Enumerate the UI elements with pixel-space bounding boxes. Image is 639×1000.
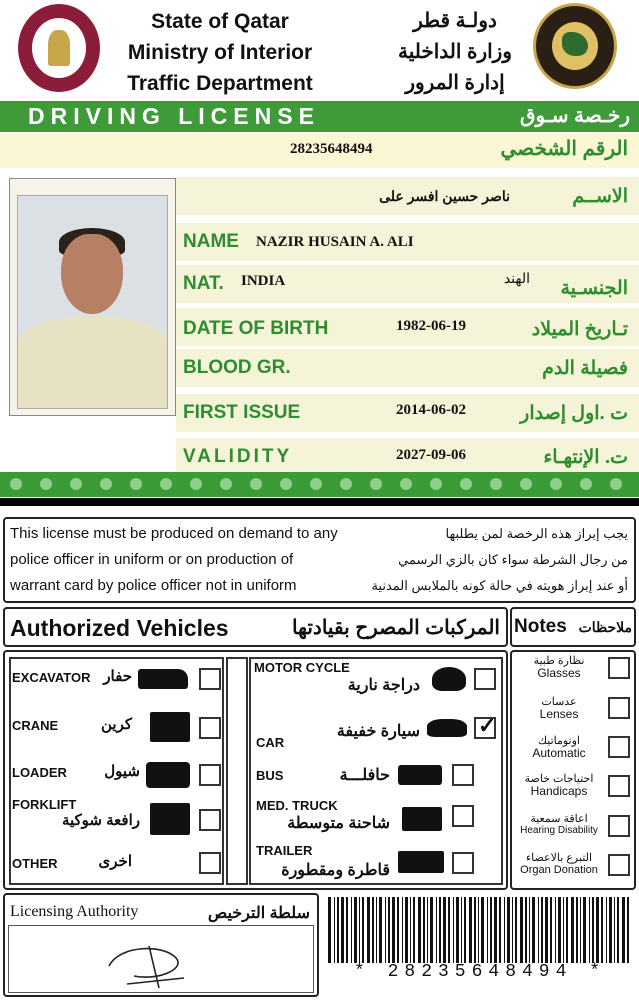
barcode-bar (456, 897, 459, 963)
barcode-bar (439, 897, 441, 963)
checkbox-med-truck[interactable] (452, 805, 474, 827)
holder-photo (9, 178, 176, 416)
notice-en (10, 521, 338, 599)
vehicle-crane-label-ar: كرين (100, 716, 132, 733)
barcode-bar (430, 897, 433, 963)
signature-icon (9, 926, 315, 994)
barcode-bar (337, 897, 339, 963)
note-handicaps-en: Handicaps (530, 784, 588, 798)
barcode-bar (538, 897, 539, 963)
barcode-bar (405, 897, 408, 963)
license-title: DRIVING LICENSE (28, 103, 320, 129)
barcode-bar (490, 897, 492, 963)
loader-icon (146, 762, 190, 788)
note-handicaps-ar: احتياجات خاصة (524, 773, 594, 785)
barcode-bar (461, 897, 462, 963)
license-front (0, 0, 639, 497)
barcode-bar (571, 897, 574, 963)
barcode-bar (487, 897, 488, 963)
label-first-issue-ar: ت .اول إصدار (520, 403, 628, 424)
barcode-bar (418, 897, 421, 963)
note-lenses-en: Lenses (539, 707, 579, 721)
notes-title-ar: ملاحظات (578, 619, 632, 635)
barcode-bar (328, 897, 331, 963)
notice-ar (340, 521, 628, 599)
barcode-bar (379, 897, 382, 963)
label-first-issue: FIRST ISSUE (183, 402, 301, 423)
license-title-ar: رخـصة سـوق (520, 105, 630, 127)
barcode-bar (436, 897, 437, 963)
barcode-bar (351, 897, 352, 963)
label-blood: BLOOD GR. (183, 357, 291, 378)
barcode-bar (481, 897, 484, 963)
vehicle-trailer-label-ar: قاطرة ومقطورة (281, 862, 390, 879)
note-automatic-en: Automatic (532, 746, 586, 760)
header-english (95, 6, 345, 99)
checkbox-car[interactable] (474, 713, 497, 739)
barcode-bar (566, 897, 568, 963)
checkbox-organ-donation[interactable] (608, 854, 630, 876)
barcode-bar (478, 897, 479, 963)
barcode-bar (545, 897, 548, 963)
checkbox-glasses[interactable] (608, 657, 630, 679)
barcode-bar (443, 897, 446, 963)
barcode-bar (589, 897, 590, 963)
checkbox-lenses[interactable] (608, 697, 630, 719)
barcode-bar (334, 897, 335, 963)
checkbox-hearing[interactable] (608, 815, 630, 837)
barcode-bar (609, 897, 612, 963)
checkbox-excavator[interactable] (199, 668, 221, 690)
check-mark-icon: ✓ (478, 713, 497, 738)
label-name: NAME (183, 231, 239, 252)
authority-label: Licensing Authority (10, 903, 139, 920)
truck-icon (402, 807, 442, 831)
barcode-bar (359, 897, 360, 963)
barcode-bar (410, 897, 411, 963)
qatar-seal-icon (18, 4, 100, 92)
vehicle-bus-label: BUS (256, 768, 284, 783)
note-hearing-en: Hearing Disability (520, 825, 598, 836)
header-ar-state: دولـة قطر (413, 10, 497, 32)
value-dob: 1982-06-19 (396, 318, 466, 334)
notice-ar-line: أو عند إبراز هويته في حالة كونه بالملابس المدنية (371, 578, 628, 593)
vehicle-other-label: OTHER (12, 856, 58, 871)
authorized-title: Authorized Vehicles (10, 615, 229, 641)
crane-icon (150, 712, 190, 742)
vehicle-forklift-label: FORKLIFT (12, 797, 77, 812)
checkbox-handicaps[interactable] (608, 775, 630, 797)
vehicle-car-label: CAR (256, 735, 285, 750)
barcode-bar (627, 897, 629, 963)
vehicle-motorcycle-label-ar: دراجة نارية (347, 677, 420, 694)
barcode-bar (558, 897, 561, 963)
vehicle-med-truck-label-ar: شاحنة متوسطة (287, 815, 390, 832)
barcode-bar (388, 897, 390, 963)
barcode-bar (346, 897, 348, 963)
note-glasses-ar: نظارة طبية (533, 655, 585, 667)
barcode-bar (606, 897, 607, 963)
note-automatic (514, 735, 604, 759)
barcode-bar (622, 897, 625, 963)
barcode-bar (367, 897, 370, 963)
vehicle-loader-label-ar: شيول (104, 763, 140, 780)
value-name: NAZIR HUSAIN A. ALI (256, 234, 414, 250)
name-ar-label: الاســم (572, 186, 628, 207)
excavator-icon (138, 669, 188, 689)
barcode-bar (402, 897, 403, 963)
value-nationality-ar: الهند (503, 270, 530, 286)
barcode-bar (423, 897, 425, 963)
barcode-bar (392, 897, 395, 963)
vehicle-motorcycle-label: MOTOR CYCLE (254, 660, 350, 675)
label-nationality: NAT. (183, 273, 224, 294)
checkbox-crane[interactable] (199, 717, 221, 739)
notice-en-line: This license must be produced on demand to any (10, 525, 338, 542)
header-ar-department: إدارة المرور (405, 72, 505, 94)
barcode-bar (583, 897, 586, 963)
label-dob-ar: تـاريخ الميلاد (531, 319, 628, 340)
barcode-bar (397, 897, 399, 963)
barcode-bar (550, 897, 552, 963)
car-icon (427, 719, 467, 737)
barcode-bar (494, 897, 497, 963)
note-glasses-en: Glasses (537, 666, 581, 680)
vehicle-excavator-label-ar: حفار (103, 668, 132, 685)
notice-ar-line: من رجال الشرطة سواء كان بالزي الرسمي (398, 552, 628, 567)
barcode-bar (601, 897, 603, 963)
note-lenses (514, 696, 604, 720)
trailer-icon (398, 851, 444, 873)
barcode-bar (354, 897, 357, 963)
barcode-bar (469, 897, 472, 963)
header-arabic (385, 6, 525, 99)
checkbox-automatic[interactable] (608, 736, 630, 758)
value-first-issue: 2014-06-02 (396, 402, 466, 418)
checkbox-forklift[interactable] (199, 809, 221, 831)
barcode-bar (541, 897, 543, 963)
name-ar-value: ناصر حسين افسر على (379, 188, 510, 204)
license-back (0, 507, 639, 1000)
header-ar-ministry: وزارة الداخلية (397, 41, 512, 63)
id-label-ar: الرقم الشخصي (500, 138, 628, 160)
barcode-bar (596, 897, 599, 963)
vehicle-excavator-label: EXCAVATOR (12, 670, 91, 685)
barcode-bar (372, 897, 374, 963)
note-lenses-ar: عدسات (541, 696, 577, 708)
checkbox-loader[interactable] (199, 764, 221, 786)
vehicle-trailer-label: TRAILER (256, 843, 313, 858)
barcode-bar (576, 897, 578, 963)
label-validity: VALIDITY (183, 446, 293, 467)
barcode-bar (555, 897, 556, 963)
vehicle-med-truck-label: MED. TRUCK (256, 798, 338, 813)
barcode-bar (532, 897, 535, 963)
note-hearing (514, 813, 604, 837)
vehicle-bus-label-ar: حافلـــة (339, 767, 390, 784)
barcode (328, 897, 630, 963)
barcode-bar (504, 897, 505, 963)
vehicle-forklift-label-ar: رافعة شوكية (61, 812, 140, 829)
note-hearing-ar: اعاقة سمعية (530, 813, 588, 825)
checkbox-motorcycle[interactable] (474, 668, 496, 690)
note-organ-en: Organ Donation (520, 864, 598, 876)
barcode-bar (507, 897, 510, 963)
checkbox-other[interactable] (199, 852, 221, 874)
checkbox-bus[interactable] (452, 764, 474, 786)
notice-ar-line: يجب إبراز هذه الرخصة لمن يطلبها (445, 526, 628, 541)
note-automatic-ar: اوتوماتيك (537, 735, 580, 747)
value-nationality: INDIA (241, 273, 286, 289)
barcode-bar (512, 897, 513, 963)
note-glasses (514, 655, 604, 679)
vehicle-other-label-ar: اخرى (98, 853, 132, 870)
note-organ-donation (514, 852, 604, 876)
label-dob: DATE OF BIRTH (183, 318, 329, 339)
notes-title: Notes (514, 616, 567, 637)
authorized-title-ar: المركبات المصرح بقيادتها (292, 617, 500, 639)
barcode-bar (525, 897, 527, 963)
barcode-bar (515, 897, 517, 963)
signature-box (8, 925, 314, 993)
checkbox-trailer[interactable] (452, 852, 474, 874)
id-number: 28235648494 (290, 141, 373, 157)
barcode-bar (385, 897, 386, 963)
header-ministry: Ministry of Interior (127, 41, 313, 64)
barcode-bar (464, 897, 466, 963)
barcode-bar (617, 897, 619, 963)
barcode-bar (341, 897, 344, 963)
bus-icon (398, 765, 442, 785)
barcode-bar (362, 897, 364, 963)
barcode-bar (376, 897, 377, 963)
barcode-bar (453, 897, 454, 963)
barcode-bar (592, 897, 594, 963)
header-department: Traffic Department (127, 72, 313, 95)
notice-en-line: warrant card by police officer not in uniform (10, 577, 297, 594)
motorcycle-icon (432, 667, 466, 691)
note-organ-ar: التبرع بالاعضاء (525, 852, 593, 864)
gcc-emblem-icon (533, 3, 617, 89)
barcode-bar (499, 897, 501, 963)
card-divider (0, 498, 639, 506)
authority-label-ar: سلطة الترخيص (207, 905, 310, 922)
barcode-number: * 28235648494 * (353, 962, 607, 982)
barcode-bar (427, 897, 428, 963)
barcode-bar (563, 897, 564, 963)
vehicle-car-label-ar: سيارة خفيفة (336, 723, 420, 740)
barcode-bar (448, 897, 450, 963)
barcode-bar (520, 897, 523, 963)
label-blood-ar: فصيلة الدم (542, 358, 628, 379)
label-validity-ar: ت. الإنتهـاء (543, 447, 628, 468)
vehicle-loader-label: LOADER (12, 765, 67, 780)
value-validity: 2027-09-06 (396, 447, 466, 463)
barcode-bar (614, 897, 615, 963)
barcode-bar (580, 897, 581, 963)
header-state: State of Qatar (151, 10, 289, 33)
barcode-bar (529, 897, 530, 963)
note-handicaps (514, 773, 604, 797)
notice-en-line: police officer in uniform or on production of (10, 551, 294, 568)
label-nationality-ar: الجنسـية (560, 278, 628, 299)
forklift-icon (150, 803, 190, 835)
decorative-wave-border (0, 472, 639, 497)
barcode-bar (474, 897, 476, 963)
barcode-bar (413, 897, 415, 963)
vehicles-divider (226, 657, 248, 885)
vehicle-crane-label: CRANE (12, 718, 59, 733)
